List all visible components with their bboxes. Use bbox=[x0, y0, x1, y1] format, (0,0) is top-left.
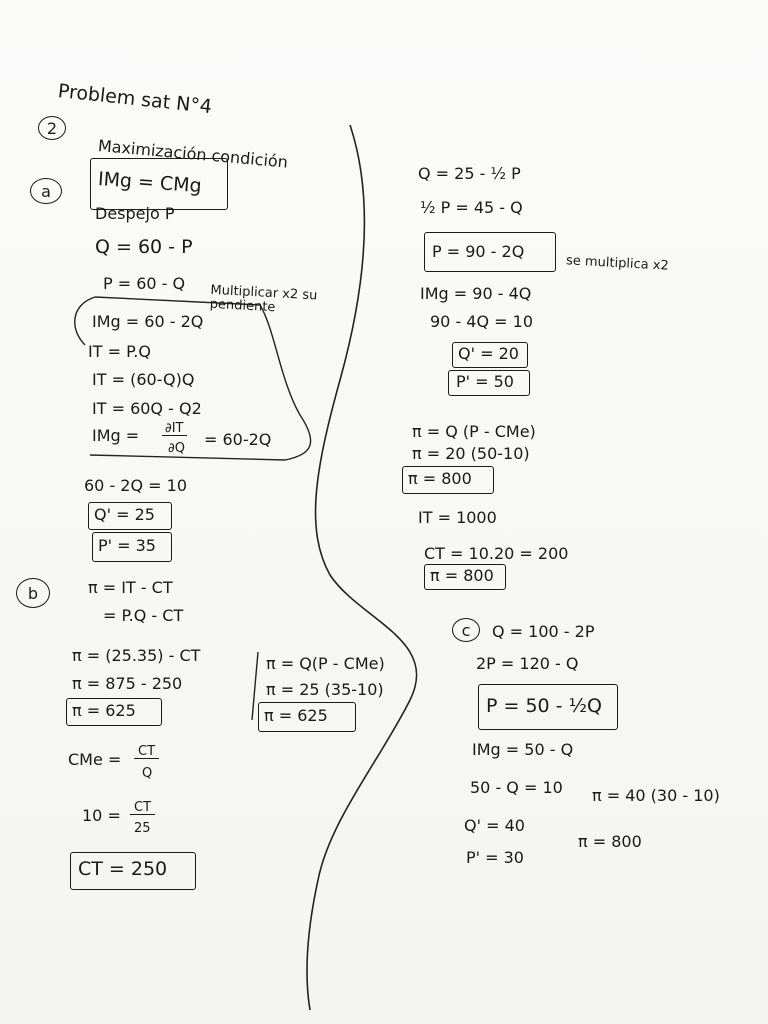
cme-num: CT bbox=[134, 745, 159, 759]
right-line-10: CT = 10.20 = 200 bbox=[424, 544, 569, 563]
part-a-line-2: Q = 60 - P bbox=[95, 236, 193, 258]
part-a-line-1: Despejo P bbox=[95, 204, 175, 223]
right-line-1: Q = 25 - ½ P bbox=[418, 164, 521, 183]
right-p: P' = 50 bbox=[456, 372, 514, 391]
part-c-line-3: P = 50 - ½Q bbox=[486, 695, 602, 717]
cme-left: CMe = bbox=[68, 750, 122, 769]
part-c-pi: π = 800 bbox=[578, 832, 642, 851]
right-q: Q' = 20 bbox=[458, 344, 519, 363]
cond-box-text: IMg = CMg bbox=[97, 168, 203, 198]
part-c-p: P' = 30 bbox=[466, 848, 524, 867]
part-b-line-4: π = 875 - 250 bbox=[72, 674, 183, 693]
part-a-circle: a bbox=[30, 178, 62, 204]
p-a: P' = 35 bbox=[98, 536, 156, 555]
ten-den: 25 bbox=[134, 821, 151, 836]
part-a-line-3: P = 60 - Q bbox=[103, 274, 186, 293]
right-line-7: π = 20 (50-10) bbox=[412, 444, 530, 463]
ten-num: CT bbox=[130, 801, 155, 815]
part-a-line-4: IMg = 60 - 2Q bbox=[92, 312, 204, 331]
part-a-note: Multiplicar x2 su pendiente bbox=[209, 282, 318, 315]
part-c-line-2: 2P = 120 - Q bbox=[476, 654, 579, 673]
part-a-line-9: 60 - 2Q = 10 bbox=[84, 476, 188, 495]
q-a: Q' = 25 bbox=[94, 505, 155, 524]
part-b-alt-3: π = 625 bbox=[264, 706, 328, 725]
part-b-line-5: π = 625 bbox=[72, 701, 136, 720]
part-a-line-8-right: = 60-2Q bbox=[204, 430, 272, 449]
right-line-8: π = 800 bbox=[408, 469, 472, 488]
right-line-2: ½ P = 45 - Q bbox=[420, 198, 523, 217]
right-line-6: π = Q (P - CMe) bbox=[412, 422, 536, 441]
part-b-circle: b bbox=[16, 578, 50, 608]
part-b-line-1: π = IT - CT bbox=[88, 578, 173, 597]
part-a-line-7: IT = 60Q - Q2 bbox=[92, 399, 202, 418]
page-title: Problem sat N°4 bbox=[56, 80, 213, 119]
part-b-line-2: = P.Q - CT bbox=[103, 606, 184, 625]
divider-curve bbox=[307, 125, 417, 1010]
part-b-line-3: π = (25.35) - CT bbox=[72, 646, 201, 665]
part-c-q: Q' = 40 bbox=[464, 816, 525, 835]
condition-heading: Maximización condición bbox=[97, 136, 289, 172]
part-c-pi-calc: π = 40 (30 - 10) bbox=[592, 786, 720, 805]
part-b-alt-2: π = 25 (35-10) bbox=[266, 680, 384, 699]
part-c-line-1: Q = 100 - 2P bbox=[492, 622, 595, 641]
cme-den: Q bbox=[142, 766, 153, 781]
part-a-line-8-num: ∂IT bbox=[162, 422, 187, 436]
part-a-line-8-den: ∂Q bbox=[168, 441, 185, 456]
part-c-line-5: 50 - Q = 10 bbox=[470, 778, 563, 797]
part-b-alt-1: π = Q(P - CMe) bbox=[266, 654, 385, 673]
right-line-5: 90 - 4Q = 10 bbox=[430, 312, 534, 331]
part-a-line-8-left: IMg = bbox=[92, 426, 140, 445]
right-line-9: IT = 1000 bbox=[418, 508, 497, 527]
ct-value: CT = 250 bbox=[78, 858, 168, 880]
part-c-line-4: IMg = 50 - Q bbox=[472, 740, 574, 759]
right-line-11: π = 800 bbox=[430, 566, 494, 585]
ten-left: 10 = bbox=[82, 806, 121, 825]
part-a-line-6: IT = (60-Q)Q bbox=[92, 370, 195, 389]
part-c-circle: c bbox=[452, 618, 480, 642]
right-line-4: IMg = 90 - 4Q bbox=[420, 284, 532, 303]
part-a-line-5: IT = P.Q bbox=[88, 342, 151, 361]
right-note: se multiplica x2 bbox=[565, 253, 670, 274]
right-line-3: P = 90 - 2Q bbox=[432, 242, 525, 261]
problem-number-circle: 2 bbox=[38, 116, 66, 140]
